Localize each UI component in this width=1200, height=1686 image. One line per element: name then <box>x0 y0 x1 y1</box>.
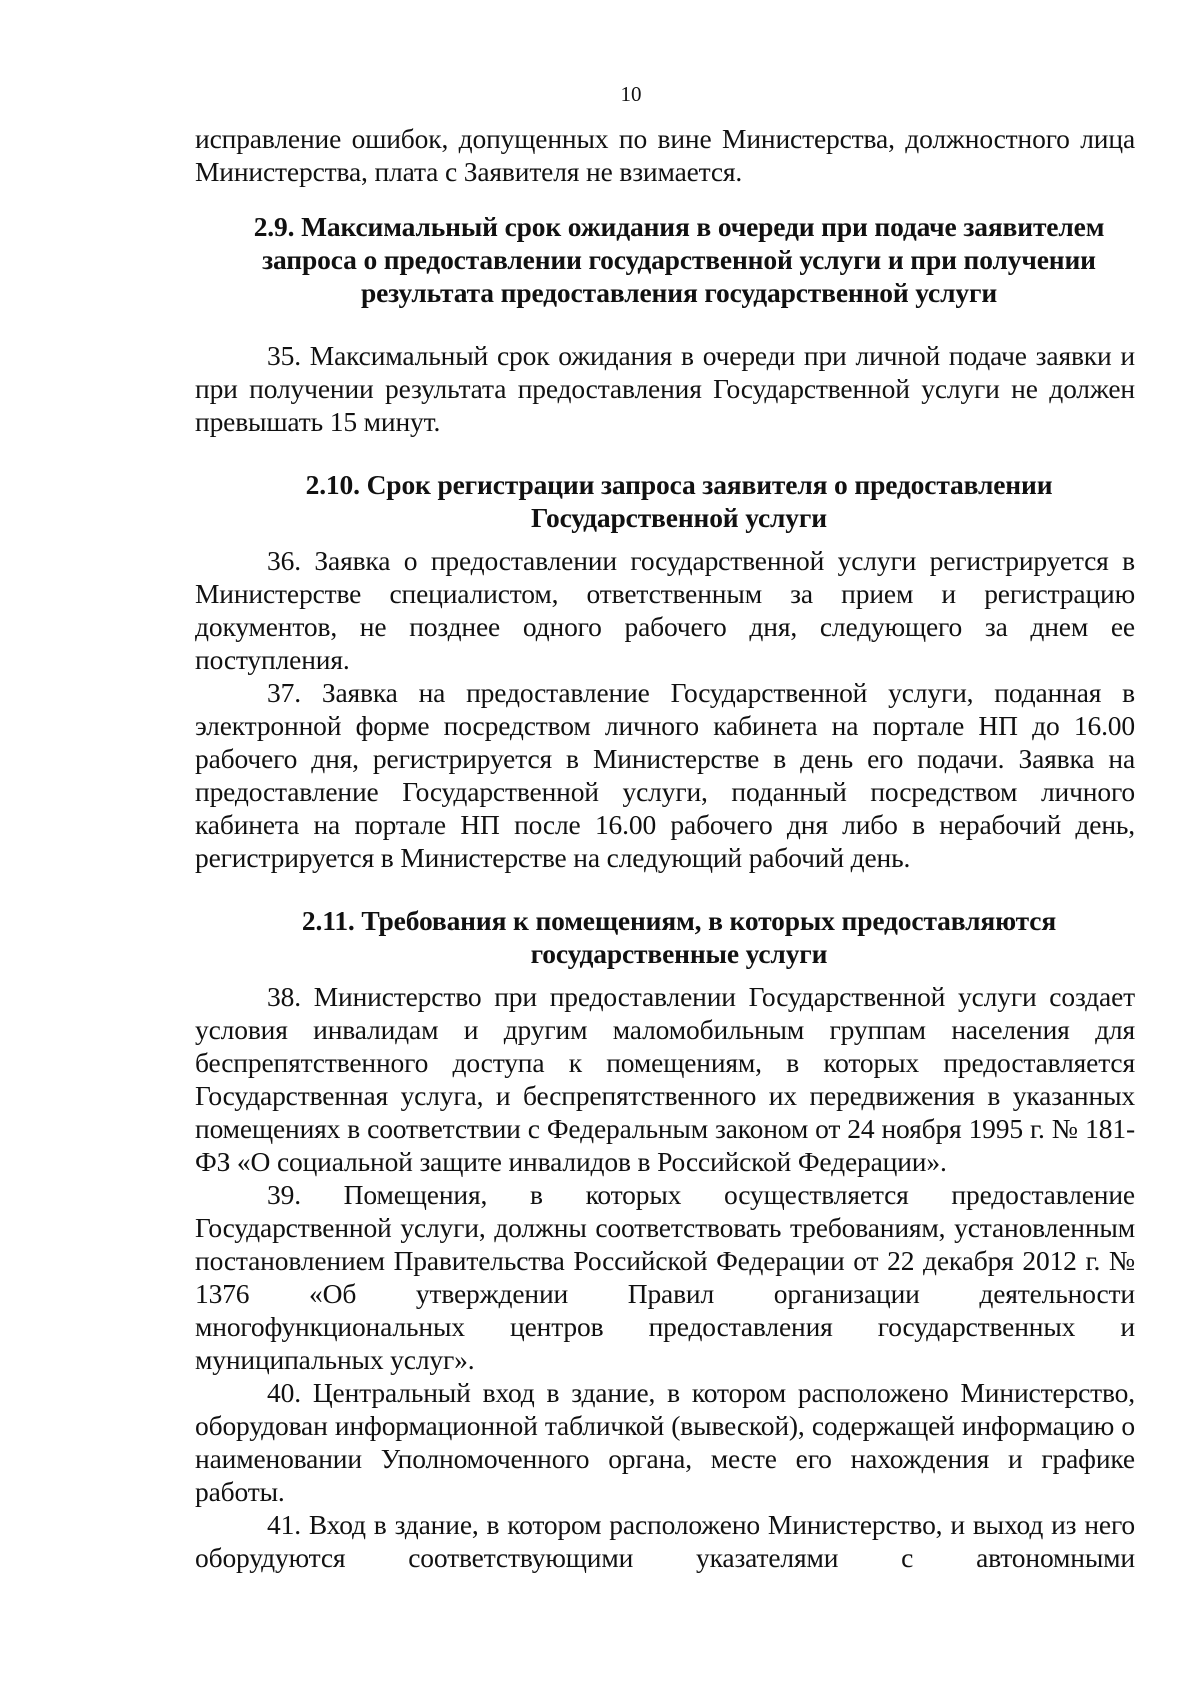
paragraph-36: 36. Заявка о предоставлении государственной услуги регистрируется в Министерстве специалистом, ответственным за прием и регистрацию документов, не позднее одного рабочего дня, следующего за днем ее поступления. <box>195 545 1135 675</box>
section-heading-2-10: 2.10. Срок регистрации запроса заявителя о предоставлении Государственной услуги <box>305 469 1053 533</box>
intro-paragraph: исправление ошибок, допущенных по вине Министерства, должностного лица Министерства, плата с Заявителя не взимается. <box>195 123 1135 187</box>
paragraph-35: 35. Максимальный срок ожидания в очереди при личной подаче заявки и при получении результата предоставления Государственной услуги не должен превышать 15 минут. <box>195 340 1135 437</box>
paragraph-41: 41. Вход в здание, в котором расположено Министерство, и выход из него оборудуются соответствующими указателями с автономными <box>195 1509 1135 1573</box>
document-body <box>195 122 1135 1574</box>
section-heading-2-11: 2.11. Требования к помещениям, в которых предоставляются государственные услуги <box>301 905 1057 969</box>
paragraph-37: 37. Заявка на предоставление Государственной услуги, поданная в электронной форме посредством личного кабинета на портале НП до 16.00 рабочего дня, регистрируется в Министерстве в день его подачи. Заявка на предоставление Государственной услуги, поданный посредством личного кабинета на портале НП после 16.00 рабочего дня либо в нерабочий день, регистрируется в Министерстве на следующий рабочий день. <box>195 677 1135 873</box>
paragraph-38: 38. Министерство при предоставлении Государственной услуги создает условия инвалидам и другим маломобильным группам населения для беспрепятственного доступа к помещениям, в которых предоставляется Государственная услуга, и беспрепятственного их передвижения в указанных помещениях в соответствии с Федеральным законом от 24 ноября 1995 г. № 181-ФЗ «О социальной защите инвалидов в Российской Федерации». <box>195 981 1135 1177</box>
paragraph-39: 39. Помещения, в которых осуществляется предоставление Государственной услуги, должны соответствовать требованиям, установленным постановлением Правительства Российской Федерации от 22 декабря 2012 г. № 1376 «Об утверждении Правил организации деятельности многофункциональных центров предоставления государственных и муниципальных услуг». <box>195 1179 1135 1375</box>
page-number: 10 <box>620 82 642 106</box>
paragraph-40: 40. Центральный вход в здание, в котором расположено Министерство, оборудован информационной табличкой (вывеской), содержащей информацию о наименовании Уполномоченного органа, месте его нахождения и графике работы. <box>195 1377 1135 1507</box>
section-heading-2-9: 2.9. Максимальный срок ожидания в очереди при подаче заявителем запроса о предоставлении государственной услуги и при получении результата предоставления государственной услуги <box>253 211 1105 308</box>
